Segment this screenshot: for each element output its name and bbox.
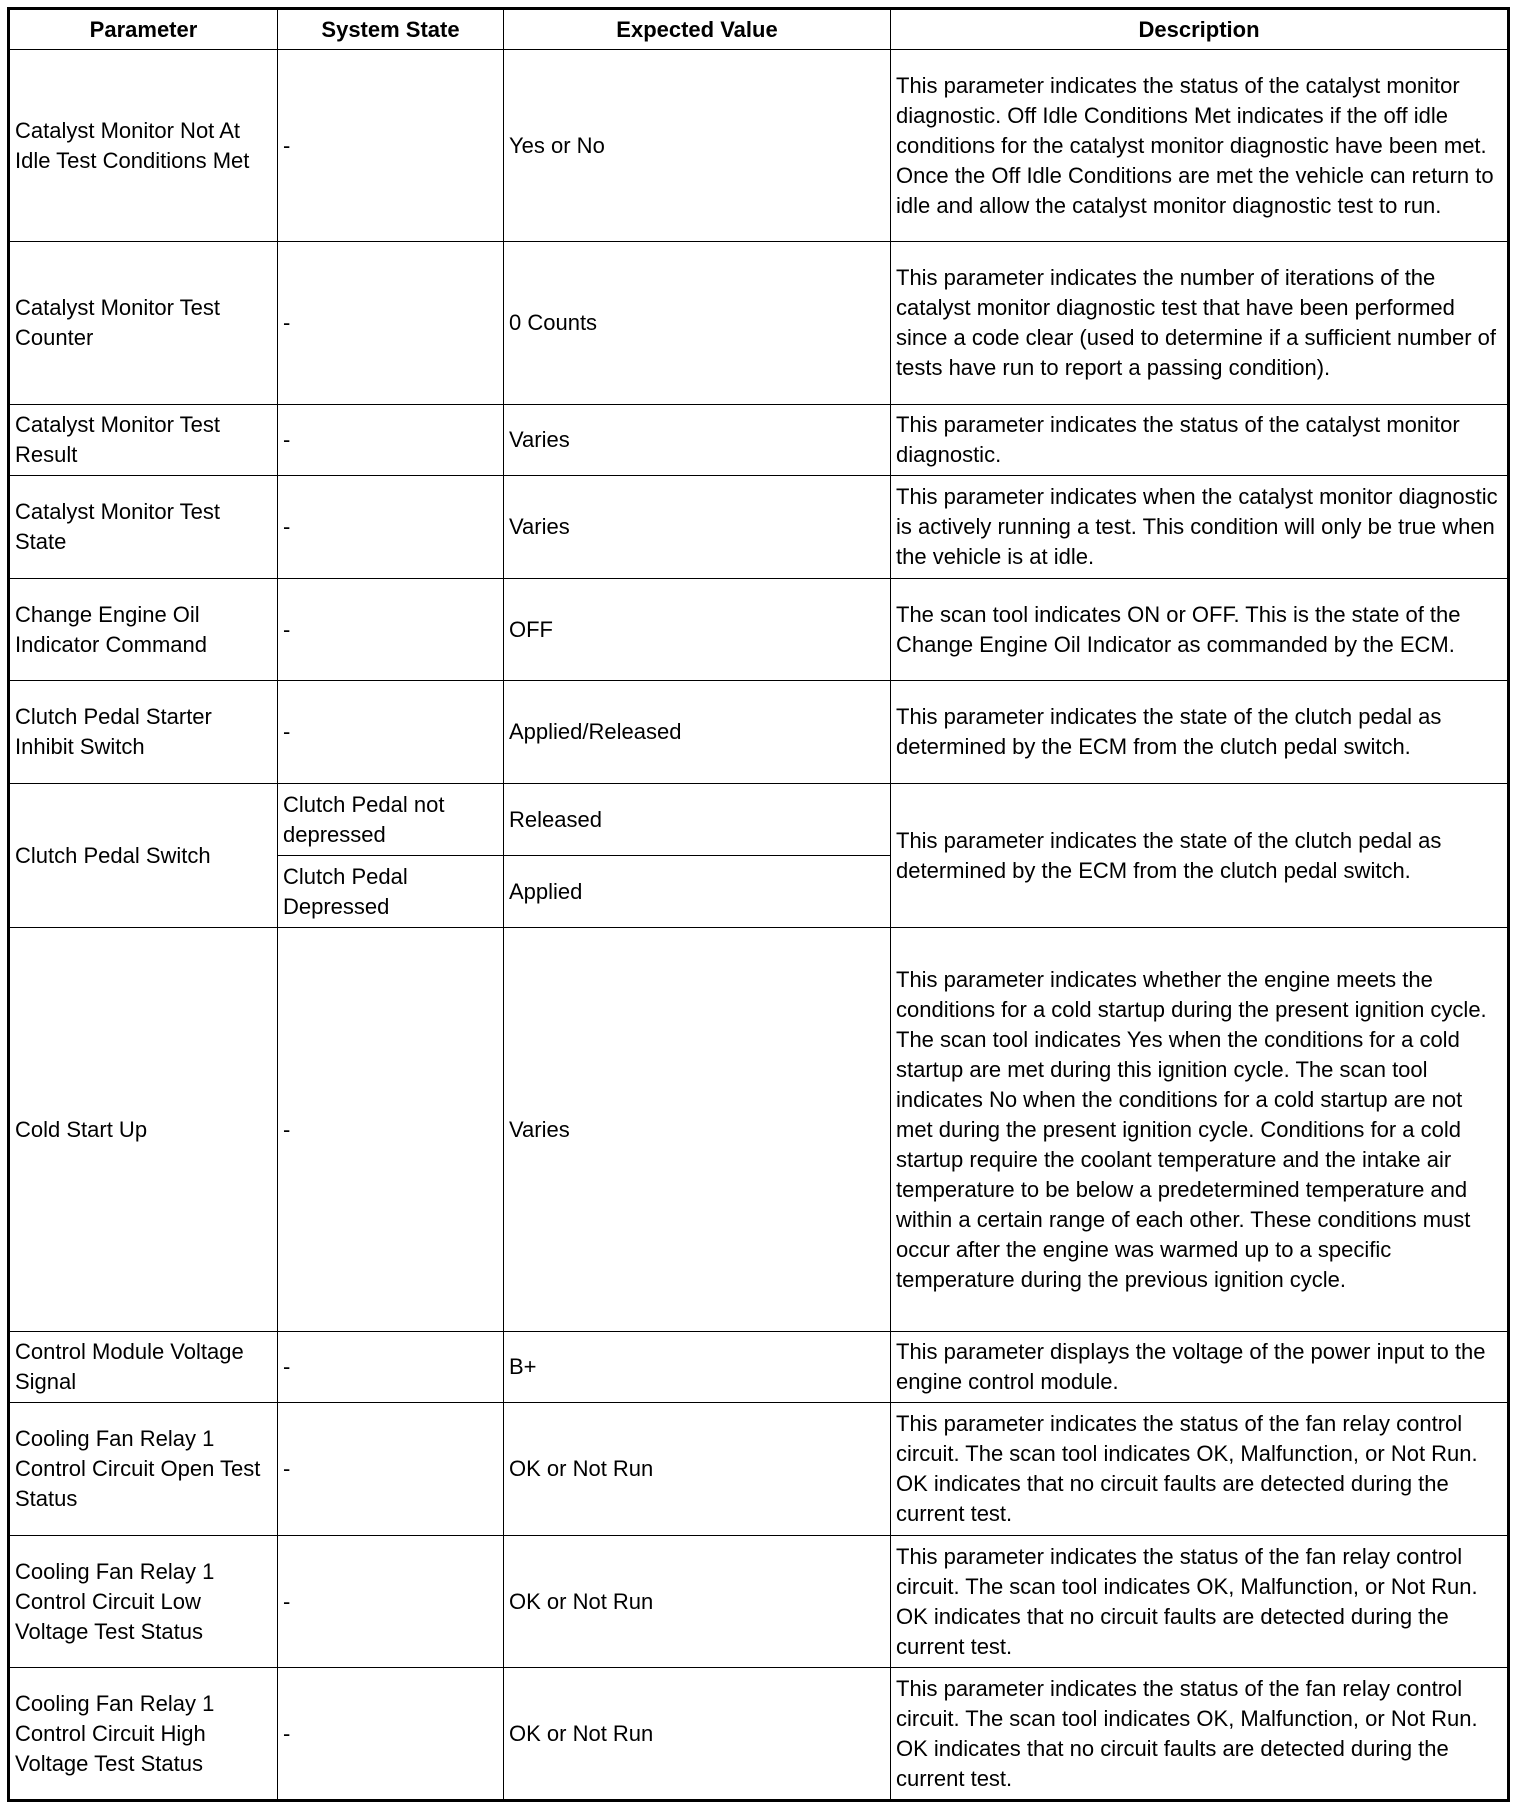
description-cell: This parameter indicates the status of the fan relay control circuit. The scan tool indicates OK, Malfunction, or Not Run. OK indicates that no circuit faults are detected during the current test.	[891, 1668, 1509, 1801]
expected-value-cell: OK or Not Run	[504, 1668, 891, 1801]
header-description: Description	[891, 9, 1509, 50]
table-row	[9, 405, 1509, 476]
parameter-table	[7, 7, 1510, 1802]
parameter-cell: Cooling Fan Relay 1 Control Circuit High Voltage Test Status	[9, 1668, 278, 1801]
table-row	[9, 928, 1509, 1332]
system-state-cell: -	[278, 50, 504, 242]
description-cell: This parameter indicates the status of the fan relay control circuit. The scan tool indicates OK, Malfunction, or Not Run. OK indicates that no circuit faults are detected during the current test.	[891, 1536, 1509, 1668]
table-row	[9, 50, 1509, 242]
table-row	[9, 1668, 1509, 1801]
parameter-cell: Control Module Voltage Signal	[9, 1332, 278, 1403]
expected-value-cell: B+	[504, 1332, 891, 1403]
expected-value-cell: Applied/Released	[504, 681, 891, 784]
table-row	[9, 242, 1509, 405]
description-cell: The scan tool indicates ON or OFF. This is the state of the Change Engine Oil Indicator as commanded by the ECM.	[891, 579, 1509, 681]
parameter-cell: Clutch Pedal Starter Inhibit Switch	[9, 681, 278, 784]
expected-value-cell: Yes or No	[504, 50, 891, 242]
system-state-cell: -	[278, 1668, 504, 1801]
expected-value-cell: Varies	[504, 476, 891, 579]
system-state-cell: Clutch Pedal Depressed	[278, 856, 504, 928]
system-state-cell: -	[278, 681, 504, 784]
description-cell: This parameter indicates the state of the clutch pedal as determined by the ECM from the clutch pedal switch.	[891, 784, 1509, 928]
parameter-cell: Clutch Pedal Switch	[9, 784, 278, 928]
description-cell: This parameter indicates whether the engine meets the conditions for a cold startup during the present ignition cycle. The scan tool indicates Yes when the conditions for a cold startup are met during this ignition cycle. The scan tool indicates No when the conditions for a cold startup are not met during the present ignition cycle. Conditions for a cold startup require the coolant temperature and the intake air temperature to be below a predetermined temperature and within a certain range of each other. These conditions must occur after the engine was warmed up to a specific temperature during the previous ignition cycle.	[891, 928, 1509, 1332]
parameter-cell: Catalyst Monitor Test Result	[9, 405, 278, 476]
table-row	[9, 1332, 1509, 1403]
expected-value-cell: Varies	[504, 405, 891, 476]
system-state-cell: -	[278, 1403, 504, 1536]
expected-value-cell: OFF	[504, 579, 891, 681]
expected-value-cell: OK or Not Run	[504, 1536, 891, 1668]
parameter-cell: Catalyst Monitor Test Counter	[9, 242, 278, 405]
system-state-cell: -	[278, 1332, 504, 1403]
table-row	[9, 476, 1509, 579]
parameter-cell: Cooling Fan Relay 1 Control Circuit Low Voltage Test Status	[9, 1536, 278, 1668]
description-cell: This parameter indicates the status of the catalyst monitor diagnostic.	[891, 405, 1509, 476]
parameter-cell: Change Engine Oil Indicator Command	[9, 579, 278, 681]
system-state-cell: -	[278, 1536, 504, 1668]
table-row	[9, 579, 1509, 681]
parameter-cell: Catalyst Monitor Not At Idle Test Conditions Met	[9, 50, 278, 242]
system-state-cell: -	[278, 242, 504, 405]
parameter-cell: Catalyst Monitor Test State	[9, 476, 278, 579]
description-cell: This parameter indicates the number of iterations of the catalyst monitor diagnostic test that have been performed since a code clear (used to determine if a sufficient number of tests have run to report a passing condition).	[891, 242, 1509, 405]
system-state-cell: -	[278, 928, 504, 1332]
table-row	[9, 1536, 1509, 1668]
expected-value-cell: 0 Counts	[504, 242, 891, 405]
description-cell: This parameter indicates the status of the fan relay control circuit. The scan tool indicates OK, Malfunction, or Not Run. OK indicates that no circuit faults are detected during the current test.	[891, 1403, 1509, 1536]
table-row	[9, 681, 1509, 784]
expected-value-cell: OK or Not Run	[504, 1403, 891, 1536]
table-row	[9, 784, 1509, 856]
parameter-cell: Cold Start Up	[9, 928, 278, 1332]
description-cell: This parameter indicates the state of the clutch pedal as determined by the ECM from the clutch pedal switch.	[891, 681, 1509, 784]
expected-value-cell: Applied	[504, 856, 891, 928]
header-expected-value: Expected Value	[504, 9, 891, 50]
system-state-cell: -	[278, 476, 504, 579]
description-cell: This parameter indicates the status of the catalyst monitor diagnostic. Off Idle Conditions Met indicates if the off idle conditions for the catalyst monitor diagnostic have been met. Once the Off Idle Conditions are met the vehicle can return to idle and allow the catalyst monitor diagnostic test to run.	[891, 50, 1509, 242]
system-state-cell: -	[278, 405, 504, 476]
header-parameter: Parameter	[9, 9, 278, 50]
description-cell: This parameter displays the voltage of the power input to the engine control module.	[891, 1332, 1509, 1403]
system-state-cell: -	[278, 579, 504, 681]
table-row	[9, 1403, 1509, 1536]
expected-value-cell: Varies	[504, 928, 891, 1332]
expected-value-cell: Released	[504, 784, 891, 856]
description-cell: This parameter indicates when the catalyst monitor diagnostic is actively running a test. This condition will only be true when the vehicle is at idle.	[891, 476, 1509, 579]
header-system-state: System State	[278, 9, 504, 50]
system-state-cell: Clutch Pedal not depressed	[278, 784, 504, 856]
parameter-cell: Cooling Fan Relay 1 Control Circuit Open Test Status	[9, 1403, 278, 1536]
